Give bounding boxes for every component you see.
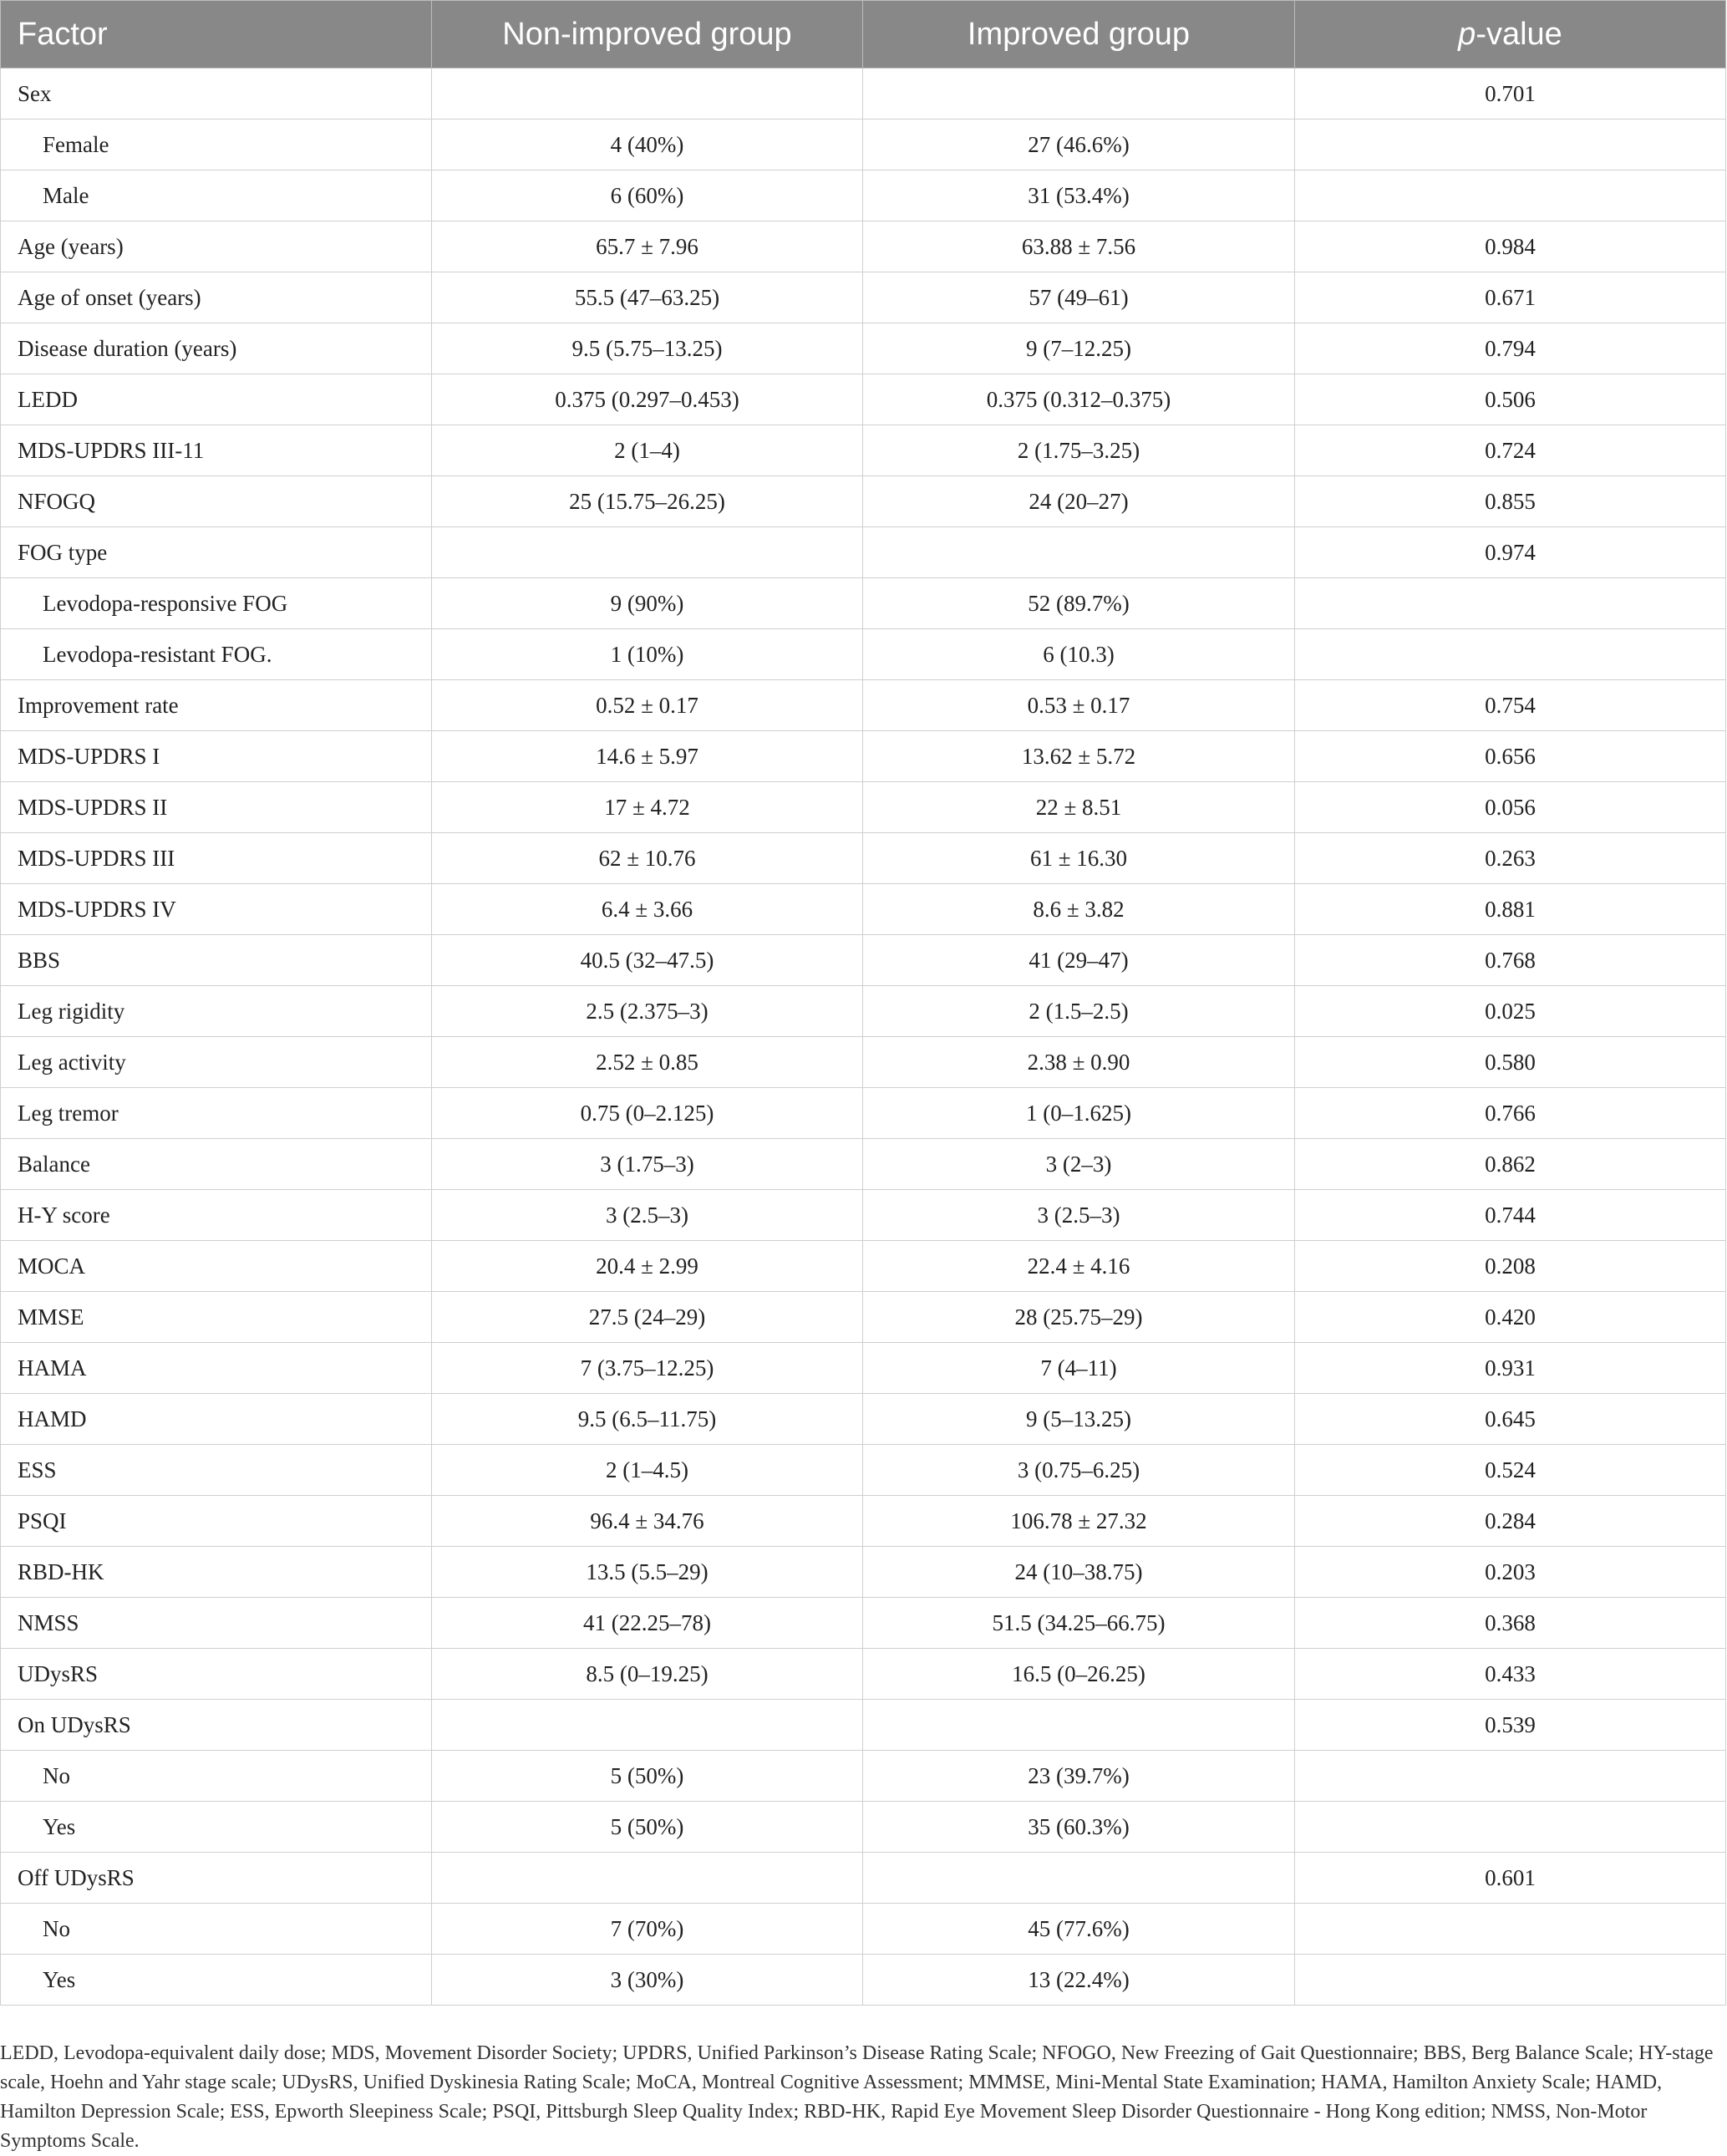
header-p-suffix: -value: [1476, 16, 1562, 52]
factor-cell: RBD-HK: [1, 1547, 432, 1598]
factor-cell: Male: [1, 170, 432, 221]
improved-cell: 63.88 ± 7.56: [863, 221, 1295, 272]
non-improved-cell: 40.5 (32–47.5): [432, 935, 863, 986]
table-row: [1, 272, 1726, 323]
improved-cell: 0.53 ± 0.17: [863, 680, 1295, 731]
non-improved-cell: [432, 1700, 863, 1751]
improved-cell: 13.62 ± 5.72: [863, 731, 1295, 782]
improved-cell: 8.6 ± 3.82: [863, 884, 1295, 935]
improved-cell: 31 (53.4%): [863, 170, 1295, 221]
p-value-cell: [1295, 1802, 1726, 1853]
non-improved-cell: 8.5 (0–19.25): [432, 1649, 863, 1700]
table-footnote: LEDD, Levodopa-equivalent daily dose; MDS, Movement Disorder Society; UPDRS, Unified Parkinson’s Disease Rating Scale; NFOGO, New Freezing of Gait Questionnaire; BBS, Berg Balance Scale; HY-stage scale, Hoehn and Yahr stage scale; UDysRS, Unified Dyskinesia Rating Scale; MoCA, Montreal Cognitive Assessment; MMMSE, Mini-Mental State Examination; HAMA, Hamilton Anxiety Scale; HAMD, Hamilton Depression Scale; ESS, Epworth Sleepiness Scale; PSQI, Pittsburgh Sleep Quality Index; RBD-HK, Rapid Eye Movement Sleep Disorder Questionnaire - Hong Kong edition; NMSS, Non-Motor Symptoms Scale.: [0, 2042, 1714, 2152]
improved-cell: 2 (1.5–2.5): [863, 986, 1295, 1037]
factor-cell: LEDD: [1, 374, 432, 425]
non-improved-cell: 6 (60%): [432, 170, 863, 221]
table-row: [1, 1955, 1726, 2006]
factor-cell: ESS: [1, 1445, 432, 1496]
p-value-cell: 0.601: [1295, 1853, 1726, 1904]
improved-cell: [863, 1853, 1295, 1904]
improved-cell: 35 (60.3%): [863, 1802, 1295, 1853]
p-value-cell: [1295, 119, 1726, 170]
improved-cell: 13 (22.4%): [863, 1955, 1295, 2006]
factor-cell: On UDysRS: [1, 1700, 432, 1751]
table-row: [1, 170, 1726, 221]
table-row: [1, 1190, 1726, 1241]
improved-cell: 3 (0.75–6.25): [863, 1445, 1295, 1496]
factor-cell: HAMA: [1, 1343, 432, 1394]
non-improved-cell: [432, 1853, 863, 1904]
header-p-letter: p: [1458, 16, 1476, 52]
improved-cell: 24 (20–27): [863, 476, 1295, 527]
p-value-cell: 0.284: [1295, 1496, 1726, 1547]
table-row: [1, 476, 1726, 527]
factor-cell: Sex: [1, 69, 432, 119]
improved-cell: 41 (29–47): [863, 935, 1295, 986]
table-row: [1, 1139, 1726, 1190]
factor-cell: MMSE: [1, 1292, 432, 1343]
improved-cell: 9 (5–13.25): [863, 1394, 1295, 1445]
factor-cell: No: [1, 1904, 432, 1955]
p-value-cell: [1295, 578, 1726, 629]
improved-cell: 27 (46.6%): [863, 119, 1295, 170]
p-value-cell: 0.855: [1295, 476, 1726, 527]
p-value-cell: 0.368: [1295, 1598, 1726, 1649]
p-value-cell: 0.724: [1295, 425, 1726, 476]
p-value-cell: 0.263: [1295, 833, 1726, 884]
table-row: [1, 833, 1726, 884]
improved-cell: 52 (89.7%): [863, 578, 1295, 629]
improved-cell: 9 (7–12.25): [863, 323, 1295, 374]
non-improved-cell: 0.52 ± 0.17: [432, 680, 863, 731]
table-row: [1, 1394, 1726, 1445]
p-value-cell: 0.671: [1295, 272, 1726, 323]
table-row: [1, 1496, 1726, 1547]
table-row: [1, 986, 1726, 1037]
non-improved-cell: 5 (50%): [432, 1751, 863, 1802]
p-value-cell: 0.420: [1295, 1292, 1726, 1343]
p-value-cell: [1295, 1904, 1726, 1955]
non-improved-cell: 7 (3.75–12.25): [432, 1343, 863, 1394]
improved-cell: 16.5 (0–26.25): [863, 1649, 1295, 1700]
p-value-cell: 0.984: [1295, 221, 1726, 272]
non-improved-cell: 2 (1–4): [432, 425, 863, 476]
header-non-improved-group: Non-improved group: [432, 1, 863, 69]
non-improved-cell: 2.5 (2.375–3): [432, 986, 863, 1037]
improved-cell: 6 (10.3): [863, 629, 1295, 680]
non-improved-cell: 9 (90%): [432, 578, 863, 629]
p-value-cell: [1295, 1955, 1726, 2006]
improved-cell: 0.375 (0.312–0.375): [863, 374, 1295, 425]
p-value-cell: 0.931: [1295, 1343, 1726, 1394]
p-value-cell: 0.701: [1295, 69, 1726, 119]
p-value-cell: [1295, 1751, 1726, 1802]
p-value-cell: [1295, 629, 1726, 680]
non-improved-cell: 4 (40%): [432, 119, 863, 170]
table-row: [1, 1547, 1726, 1598]
table-row: [1, 1700, 1726, 1751]
table-row: [1, 680, 1726, 731]
non-improved-cell: 1 (10%): [432, 629, 863, 680]
table-row: [1, 935, 1726, 986]
factor-cell: Disease duration (years): [1, 323, 432, 374]
improved-cell: 1 (0–1.625): [863, 1088, 1295, 1139]
non-improved-cell: 3 (2.5–3): [432, 1190, 863, 1241]
p-value-cell: 0.768: [1295, 935, 1726, 986]
improved-cell: 2 (1.75–3.25): [863, 425, 1295, 476]
non-improved-cell: 27.5 (24–29): [432, 1292, 863, 1343]
non-improved-cell: 3 (30%): [432, 1955, 863, 2006]
non-improved-cell: 2.52 ± 0.85: [432, 1037, 863, 1088]
table-row: [1, 1445, 1726, 1496]
factor-cell: Female: [1, 119, 432, 170]
non-improved-cell: 25 (15.75–26.25): [432, 476, 863, 527]
factor-cell: NFOGQ: [1, 476, 432, 527]
table-body: [1, 69, 1726, 2006]
table-row: [1, 425, 1726, 476]
improved-cell: 106.78 ± 27.32: [863, 1496, 1295, 1547]
table-row: [1, 323, 1726, 374]
factor-cell: Leg rigidity: [1, 986, 432, 1037]
improved-cell: 28 (25.75–29): [863, 1292, 1295, 1343]
non-improved-cell: 17 ± 4.72: [432, 782, 863, 833]
improved-cell: 3 (2.5–3): [863, 1190, 1295, 1241]
table-row: [1, 1598, 1726, 1649]
p-value-cell: 0.794: [1295, 323, 1726, 374]
header-factor: Factor: [1, 1, 432, 69]
non-improved-cell: 2 (1–4.5): [432, 1445, 863, 1496]
non-improved-cell: 7 (70%): [432, 1904, 863, 1955]
factor-cell: Yes: [1, 1955, 432, 2006]
non-improved-cell: 0.375 (0.297–0.453): [432, 374, 863, 425]
factor-cell: Balance: [1, 1139, 432, 1190]
p-value-cell: 0.524: [1295, 1445, 1726, 1496]
table-row: [1, 374, 1726, 425]
table-header: [1, 1, 1726, 69]
improved-cell: 23 (39.7%): [863, 1751, 1295, 1802]
table-row: [1, 527, 1726, 578]
p-value-cell: 0.433: [1295, 1649, 1726, 1700]
p-value-cell: 0.754: [1295, 680, 1726, 731]
p-value-cell: 0.506: [1295, 374, 1726, 425]
factor-cell: NMSS: [1, 1598, 432, 1649]
non-improved-cell: [432, 527, 863, 578]
p-value-cell: [1295, 170, 1726, 221]
improved-cell: 51.5 (34.25–66.75): [863, 1598, 1295, 1649]
p-value-cell: 0.974: [1295, 527, 1726, 578]
table-row: [1, 1853, 1726, 1904]
table-row: [1, 119, 1726, 170]
p-value-cell: 0.539: [1295, 1700, 1726, 1751]
p-value-cell: 0.056: [1295, 782, 1726, 833]
non-improved-cell: 65.7 ± 7.96: [432, 221, 863, 272]
improved-cell: 2.38 ± 0.90: [863, 1037, 1295, 1088]
improved-cell: 3 (2–3): [863, 1139, 1295, 1190]
factor-cell: Off UDysRS: [1, 1853, 432, 1904]
header-row: [1, 1, 1726, 69]
p-value-cell: 0.766: [1295, 1088, 1726, 1139]
table-row: [1, 1037, 1726, 1088]
factor-cell: HAMD: [1, 1394, 432, 1445]
header-p-value: [1295, 1, 1726, 69]
factor-cell: MDS-UPDRS II: [1, 782, 432, 833]
table-row: [1, 221, 1726, 272]
non-improved-cell: 9.5 (6.5–11.75): [432, 1394, 863, 1445]
table-row: [1, 1649, 1726, 1700]
table-row: [1, 782, 1726, 833]
non-improved-cell: 14.6 ± 5.97: [432, 731, 863, 782]
p-value-cell: 0.025: [1295, 986, 1726, 1037]
p-value-cell: 0.208: [1295, 1241, 1726, 1292]
factor-cell: Yes: [1, 1802, 432, 1853]
non-improved-cell: 3 (1.75–3): [432, 1139, 863, 1190]
p-value-cell: 0.645: [1295, 1394, 1726, 1445]
p-value-cell: 0.744: [1295, 1190, 1726, 1241]
factor-cell: PSQI: [1, 1496, 432, 1547]
table-row: [1, 1241, 1726, 1292]
factor-cell: No: [1, 1751, 432, 1802]
table-row: [1, 1802, 1726, 1853]
non-improved-cell: 62 ± 10.76: [432, 833, 863, 884]
improved-cell: 7 (4–11): [863, 1343, 1295, 1394]
table-row: [1, 629, 1726, 680]
factor-cell: H-Y score: [1, 1190, 432, 1241]
factor-cell: MDS-UPDRS IV: [1, 884, 432, 935]
p-value-cell: 0.862: [1295, 1139, 1726, 1190]
factor-cell: Age (years): [1, 221, 432, 272]
table-row: [1, 578, 1726, 629]
improved-cell: [863, 527, 1295, 578]
factor-cell: Levodopa-resistant FOG.: [1, 629, 432, 680]
improved-cell: 57 (49–61): [863, 272, 1295, 323]
factor-cell: MDS-UPDRS III-11: [1, 425, 432, 476]
table-row: [1, 1292, 1726, 1343]
non-improved-cell: [432, 69, 863, 119]
p-value-cell: 0.580: [1295, 1037, 1726, 1088]
factor-cell: MDS-UPDRS I: [1, 731, 432, 782]
improved-cell: [863, 1700, 1295, 1751]
table-row: [1, 884, 1726, 935]
non-improved-cell: 0.75 (0–2.125): [432, 1088, 863, 1139]
non-improved-cell: 55.5 (47–63.25): [432, 272, 863, 323]
factor-cell: Leg tremor: [1, 1088, 432, 1139]
p-value-cell: 0.656: [1295, 731, 1726, 782]
factor-cell: UDysRS: [1, 1649, 432, 1700]
table-row: [1, 69, 1726, 119]
factor-cell: Levodopa-responsive FOG: [1, 578, 432, 629]
non-improved-cell: 13.5 (5.5–29): [432, 1547, 863, 1598]
non-improved-cell: 5 (50%): [432, 1802, 863, 1853]
non-improved-cell: 20.4 ± 2.99: [432, 1241, 863, 1292]
improved-cell: 22.4 ± 4.16: [863, 1241, 1295, 1292]
table-row: [1, 1751, 1726, 1802]
non-improved-cell: 9.5 (5.75–13.25): [432, 323, 863, 374]
table-row: [1, 1088, 1726, 1139]
p-value-cell: 0.203: [1295, 1547, 1726, 1598]
improved-cell: [863, 69, 1295, 119]
factor-cell: Age of onset (years): [1, 272, 432, 323]
factor-cell: MOCA: [1, 1241, 432, 1292]
factor-cell: FOG type: [1, 527, 432, 578]
table-row: [1, 731, 1726, 782]
improved-cell: 22 ± 8.51: [863, 782, 1295, 833]
non-improved-cell: 41 (22.25–78): [432, 1598, 863, 1649]
non-improved-cell: 96.4 ± 34.76: [432, 1496, 863, 1547]
non-improved-cell: 6.4 ± 3.66: [432, 884, 863, 935]
table-row: [1, 1904, 1726, 1955]
table-row: [1, 1343, 1726, 1394]
factor-cell: Leg activity: [1, 1037, 432, 1088]
p-value-cell: 0.881: [1295, 884, 1726, 935]
header-improved-group: Improved group: [863, 1, 1295, 69]
factor-cell: Improvement rate: [1, 680, 432, 731]
improved-cell: 45 (77.6%): [863, 1904, 1295, 1955]
improved-cell: 24 (10–38.75): [863, 1547, 1295, 1598]
factor-cell: BBS: [1, 935, 432, 986]
improved-cell: 61 ± 16.30: [863, 833, 1295, 884]
factor-cell: MDS-UPDRS III: [1, 833, 432, 884]
